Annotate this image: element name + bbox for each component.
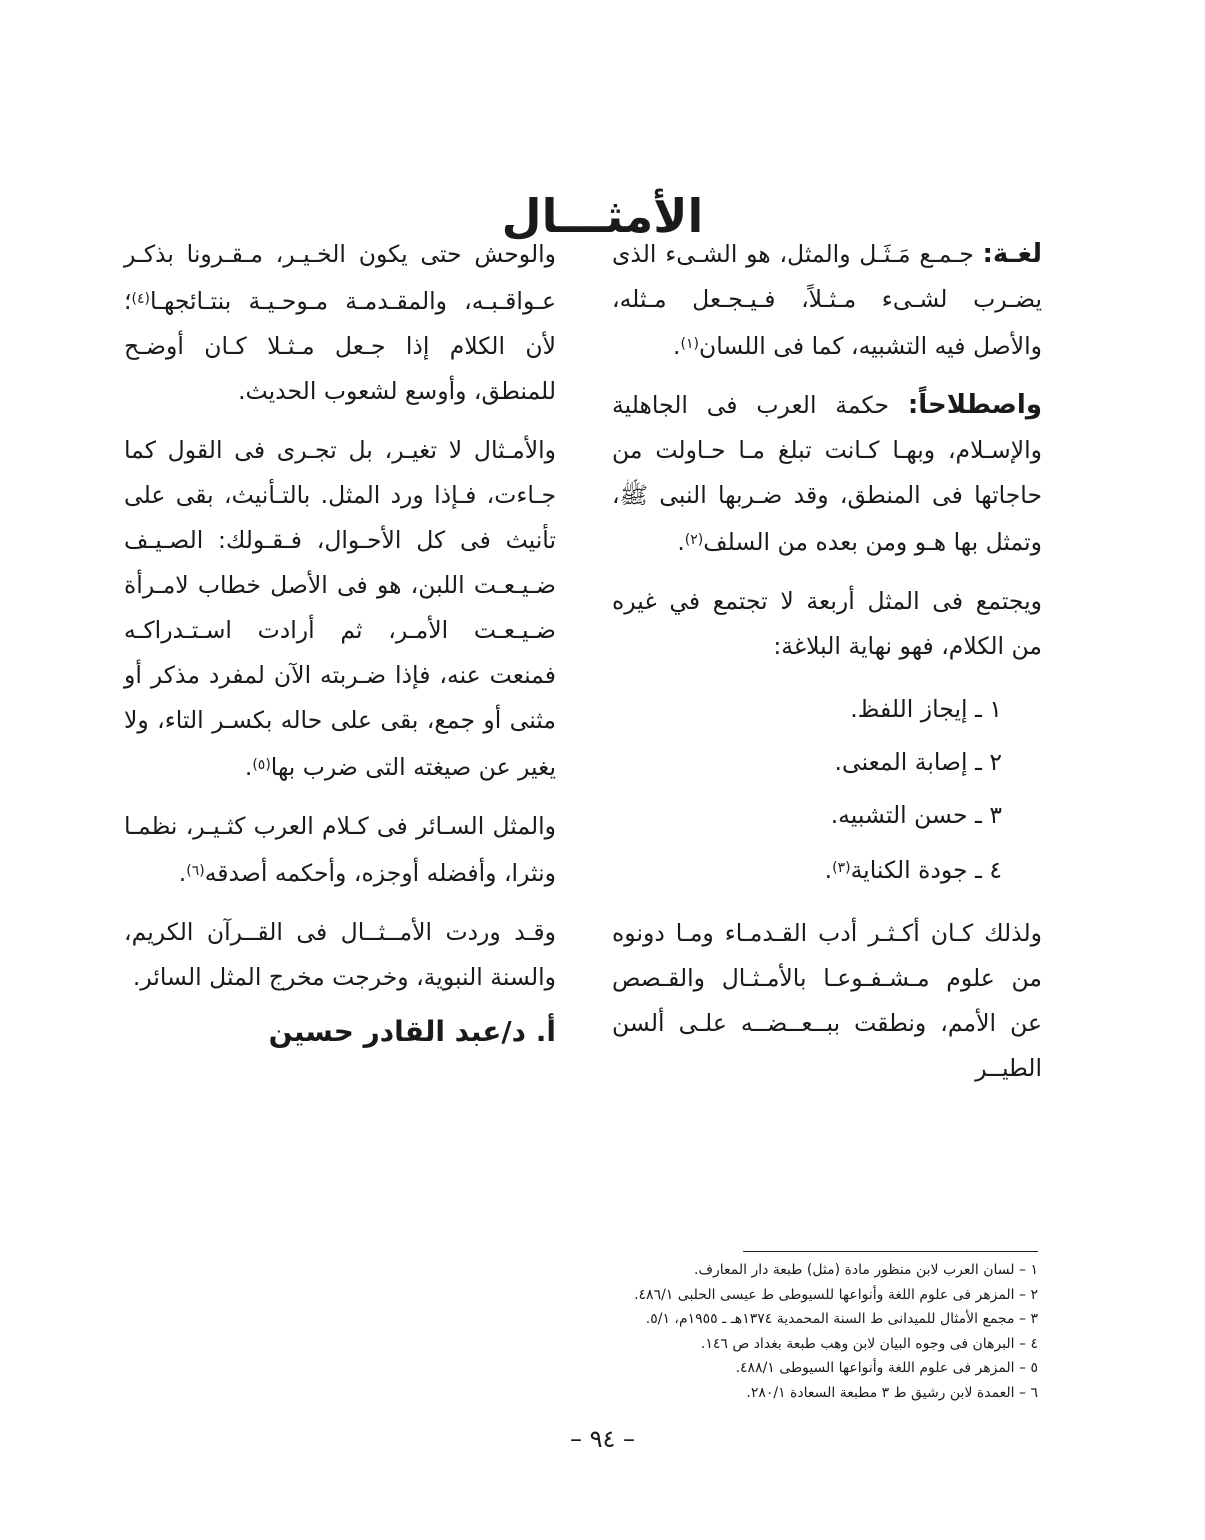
list-item: [612, 736, 1002, 789]
paragraph-text: والمثل السـائر فى كـلام العرب كثـيـر، نظمـا ونثرا، وأفضله أوجزه، وأحكمه أصدقه: [124, 812, 556, 887]
footnotes-list: [560, 1258, 1038, 1405]
author-name: أ. د/عبد القادر حسين: [268, 1015, 556, 1048]
list-item-text: ٢ ـ إصابة المعنى.: [834, 748, 1002, 776]
page-number: – ٩٤ –: [569, 1425, 636, 1453]
footnote-divider: [743, 1251, 1038, 1252]
list-item: [612, 789, 1002, 842]
paragraph-amthal-la-taghayyar: [124, 428, 556, 790]
list-item: [612, 683, 1002, 736]
footnote-ref-3[interactable]: (٣): [832, 860, 851, 876]
list-item-text: ١ ـ إيجاز اللفظ.: [850, 695, 1002, 723]
punctuation: .: [824, 856, 833, 884]
footnote-ref-5[interactable]: (٥): [252, 757, 271, 773]
term-istilahan: واصطلاحاً:: [907, 390, 1042, 420]
paragraph-text: حكمة العرب فى الجاهلية والإسـلام، وبهـا كـانت تبلغ مـا حـاولت من حاجاتها فى المنطق، وقد ضـربها النبى ﷺ، وتمثل بها هـو ومن بعده من السلف: [612, 391, 1042, 556]
list-item-text: ٣ ـ حسن التشبيه.: [830, 801, 1002, 829]
punctuation: .: [673, 332, 681, 360]
paragraph-text: والوحش حتى يكون الخـيـر، مـقـرونا بذكـر عـواقـبـه، والمقـدمـة مـوحـيـة بنتـائجهـا: [124, 240, 556, 315]
paragraph-text: جـمـع مَـثَـل والمثل، هو الشـىء الذى يضـرب لشـىء مـثـلاً، فـيـجـعل مـثله، والأصل فيه التشبيه، كما فى اللسان: [612, 240, 1042, 360]
paragraph-balagha: [612, 579, 1042, 669]
paragraph-quran: [124, 910, 556, 1000]
paragraph-mathal-saer: [124, 804, 556, 896]
paragraph-text: ويجتمع فى المثل أربعة لا تجتمع في غيره من الكلام، فهو نهاية البلاغة:: [612, 587, 1042, 660]
left-column: [124, 232, 556, 1014]
page-title: الأمثـــال: [501, 188, 704, 243]
footnote-ref-1[interactable]: (١): [680, 336, 699, 352]
footnote-item: ٢ – المزهر فى علوم اللغة وأنواعها للسيوطى ط عيسى الحلبى ٤٨٦/١.: [634, 1286, 1038, 1303]
paragraph-text: وقـد وردت الأمــثــال فى القــرآن الكريم، والسنة النبوية، وخرجت مخرج المثل السائر.: [124, 918, 556, 991]
paragraph-adab: [612, 911, 1042, 1091]
right-column: [612, 232, 1042, 1105]
paragraph-text: ولذلك كـان أكـثـر أدب القـدمـاء ومـا دونوه من علوم مـشـفـوعـا بالأمـثـال والقـصص عن الأمم، ونطقت ببــعــضــه علـى ألسن الطيــر: [612, 919, 1042, 1082]
footnote-item: ٣ – مجمع الأمثال للميدانى ط السنة المحمدية ١٣٧٤هـ ـ ١٩٥٥م، ٥/١.: [645, 1311, 1038, 1327]
punctuation: .: [244, 753, 253, 781]
paragraph-wahsh: [124, 232, 556, 414]
term-lugha: لغـة:: [982, 239, 1042, 269]
footnote-item: ٥ – المزهر فى علوم اللغة وأنواعها السيوطى ٤٨٨/١.: [735, 1360, 1038, 1376]
footnote-ref-6[interactable]: (٦): [186, 863, 205, 879]
footnote-item: ٤ – البرهان فى وجوه البيان لابن وهب طبعة بغداد ص ١٤٦.: [700, 1335, 1038, 1352]
paragraph-lugha: [612, 232, 1042, 369]
punctuation: .: [178, 859, 187, 887]
footnote-ref-2[interactable]: (٢): [684, 532, 704, 548]
paragraph-text: والأمـثال لا تغيـر، بل تجـرى فى القول كما جـاءت، فـإذا ورد المثل. بالتـأنيث، بقى على تأنيث فى كل الأحـوال، فـقـولك: الصـيـف ضـيـعـت اللبن، هو فى الأصل خطاب لامـرأة ضـيـعـت الأمـر، ثم أرادت اسـتـدراكـه فمنعت عنه، فإذا ضـربته الآن لمفرد مذكر أو مثنى أو جمع، بقى على حاله بكسـر التاء، ولا يغير عن صيغته التى ضرب بها: [124, 436, 556, 781]
footnote-ref-4[interactable]: (٤): [131, 291, 150, 307]
paragraph-text: ؛ لأن الكلام إذا جـعل مـثـلا كـان أوضـح للمنطق، وأوسع لشعوب الحديث.: [124, 287, 556, 405]
footnote-item: ١ – لسان العرب لابن منظور مادة (مثل) طبعة دار المعارف.: [694, 1262, 1038, 1278]
list-item-text: ٤ ـ جودة الكناية: [850, 856, 1002, 884]
punctuation: .: [677, 528, 685, 556]
footnote-item: ٦ – العمدة لابن رشيق ط ٣ مطبعة السعادة ٢٨٠/١.: [746, 1384, 1038, 1401]
qualities-list: [612, 683, 1042, 897]
list-item: [612, 842, 1002, 897]
paragraph-istilahan: [612, 383, 1042, 565]
